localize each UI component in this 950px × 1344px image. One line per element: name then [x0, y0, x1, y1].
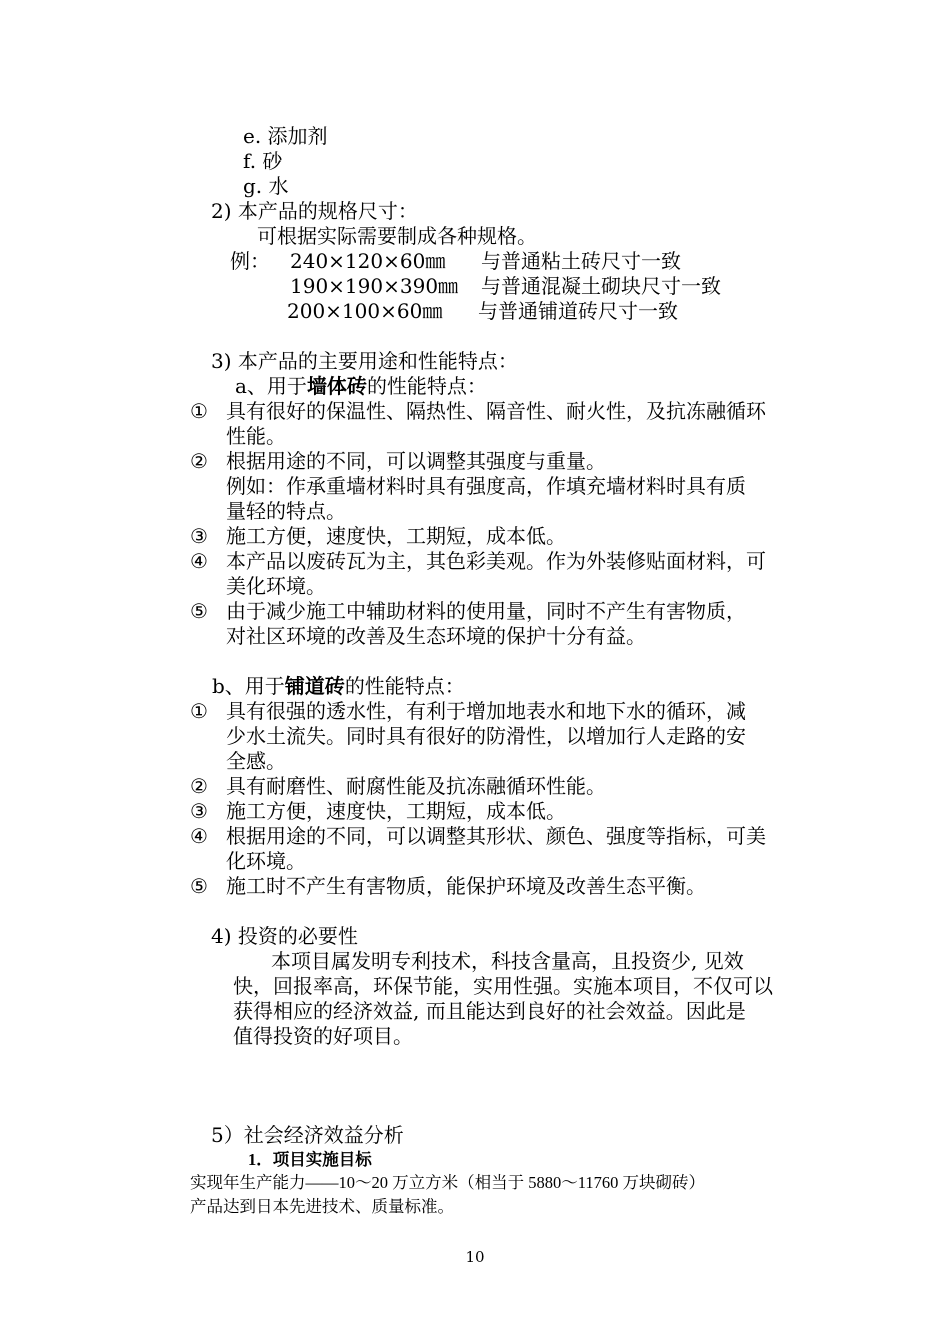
paragraph-line: 值得投资的好项目。: [233, 1024, 413, 1048]
paragraph-line: 本项目属发明专利技术，科技含量高，且投资少, 见效: [271, 949, 744, 973]
list-item-line: 量轻的特点。: [226, 499, 346, 523]
section-4-heading: 4) 投资的必要性: [211, 924, 358, 948]
list-item-line: 化环境。: [226, 849, 306, 873]
list-item-line: 例如：作承重墙材料时具有强度高，作填充墙材料时具有质: [226, 474, 746, 498]
paragraph-line: 获得相应的经济效益, 而且能达到良好的社会效益。因此是: [233, 999, 746, 1023]
section-2-text: 可根据实际需要制成各种规格。: [257, 224, 537, 248]
list-item-line: 本产品以废砖瓦为主，其色彩美观。作为外装修贴面材料，可: [226, 549, 766, 573]
spec-size-3: 200×100×60㎜: [287, 299, 443, 323]
list-item-line: 施工方便，速度快，工期短，成本低。: [226, 799, 566, 823]
list-item-line: 施工方便，速度快，工期短，成本低。: [226, 524, 566, 548]
list-item-f: f. 砂: [243, 149, 283, 173]
spec-size-1: 240×120×60㎜: [290, 249, 446, 273]
list-item-line: 具有很好的保温性、隔热性、隔音性、耐火性，及抗冻融循环: [226, 399, 766, 423]
list-item-line: 美化环境。: [226, 574, 326, 598]
item-marker: ②: [190, 449, 208, 473]
item-marker: ②: [190, 774, 208, 798]
list-item-line: 对社区环境的改善及生态环境的保护十分有益。: [226, 624, 646, 648]
spec-desc-1: 与普通粘土砖尺寸一致: [481, 249, 681, 273]
list-item-line: 根据用途的不同，可以调整其形状、颜色、强度等指标，可美: [226, 824, 766, 848]
subsection-a-heading: a、用于墙体砖的性能特点：: [235, 374, 487, 398]
spec-size-2: 190×190×390㎜: [290, 274, 459, 298]
item-marker: ①: [190, 399, 208, 423]
list-item-line: 少水土流失。同时具有很好的防滑性，以增加行人走路的安: [226, 724, 746, 748]
page-number: 10: [465, 1248, 485, 1266]
list-item-line: 具有很强的透水性，有利于增加地表水和地下水的循环，减: [226, 699, 746, 723]
item-marker: ⑤: [190, 599, 208, 623]
example-label: 例：: [230, 249, 270, 273]
list-item-line: 性能。: [226, 424, 286, 448]
list-item-line: 由于减少施工中辅助材料的使用量，同时不产生有害物质，: [226, 599, 746, 623]
item-marker: ③: [190, 524, 208, 548]
paragraph-line: 快，回报率高，环保节能，实用性强。实施本项目，不仅可以: [233, 974, 773, 998]
section-5-heading: 5）社会经济效益分析: [211, 1123, 404, 1147]
subsection-b-heading: b、用于铺道砖的性能特点：: [212, 674, 465, 698]
section-3-heading: 3) 本产品的主要用途和性能特点：: [211, 349, 518, 373]
list-item-g: g. 水: [243, 174, 289, 198]
list-item-line: 具有耐磨性、耐腐性能及抗冻融循环性能。: [226, 774, 606, 798]
list-item-e: e. 添加剂: [243, 124, 328, 148]
paragraph-line: 产品达到日本先进技术、质量标准。: [190, 1197, 454, 1216]
item-marker: ③: [190, 799, 208, 823]
subsection-heading: 1．项目实施目标: [248, 1150, 372, 1169]
item-marker: ①: [190, 699, 208, 723]
list-item-line: 全感。: [226, 749, 286, 773]
item-marker: ④: [190, 549, 208, 573]
list-item-line: 根据用途的不同，可以调整其强度与重量。: [226, 449, 606, 473]
paragraph-line: 实现年生产能力——10～20 万立方米（相当于 5880～11760 万块砌砖）: [190, 1173, 706, 1192]
spec-desc-3: 与普通铺道砖尺寸一致: [478, 299, 678, 323]
section-2-heading: 2) 本产品的规格尺寸：: [211, 199, 418, 223]
spec-desc-2: 与普通混凝土砌块尺寸一致: [481, 274, 721, 298]
list-item-line: 施工时不产生有害物质，能保护环境及改善生态平衡。: [226, 874, 706, 898]
item-marker: ④: [190, 824, 208, 848]
item-marker: ⑤: [190, 874, 208, 898]
